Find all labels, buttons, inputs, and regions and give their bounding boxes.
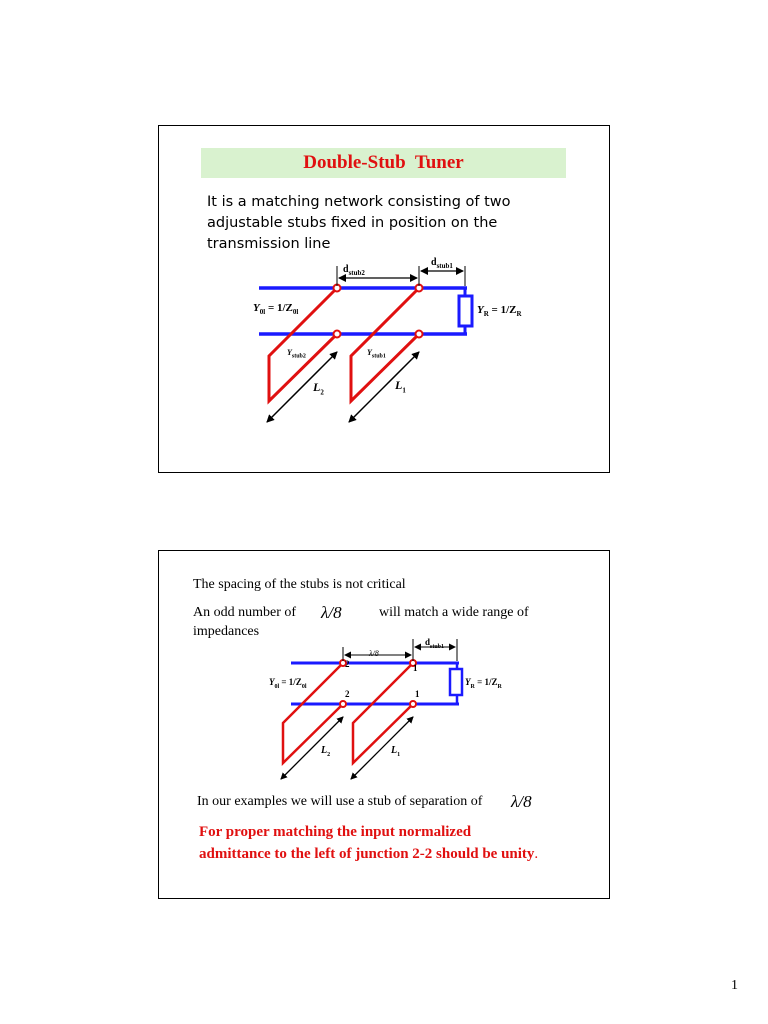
junction-1-top: 1 <box>413 663 418 673</box>
spacing-text: The spacing of the stubs is not critical <box>193 577 406 592</box>
odd-number-text: An odd number of <box>193 605 297 620</box>
junction-dot <box>416 331 423 338</box>
ystub1-label: $Y_{stub1}$ <box>367 348 386 360</box>
dstub1-label: $d_{stub1}$ <box>431 257 453 270</box>
slide-double-stub-tuner <box>158 125 610 473</box>
junction-2-top: 2 <box>345 659 350 669</box>
l1-label: $L_1$ <box>395 378 406 395</box>
yr-label: $Y_R = 1/Z_R$ <box>477 304 522 319</box>
y0-label: $Y_{0l} = 1/Z_{0l}$ <box>269 677 307 690</box>
ystub2-label: $Y_{stub2}$ <box>287 348 306 360</box>
slide-title: Double-Stub Tuner <box>201 148 566 178</box>
example-text: In our examples we will use a stub of separation of <box>197 794 483 809</box>
matching-note-line: admittance to the left of junction 2-2 should be unity. <box>199 846 539 862</box>
page-number: 1 <box>731 978 738 993</box>
junction-dot <box>410 701 416 707</box>
load-resistor <box>459 296 472 326</box>
wide-range-text: will match a wide range of <box>379 605 529 620</box>
matching-note <box>199 821 538 865</box>
junction-1-bottom: 1 <box>415 689 420 699</box>
example-lambda: λ/8 <box>511 792 532 811</box>
l1-arrow <box>349 352 419 422</box>
dstub1-label: $d_{stub1}$ <box>425 637 445 650</box>
junction-dot <box>340 701 346 707</box>
junction-2-bottom: 2 <box>345 689 350 699</box>
l1-label: $L_1$ <box>391 745 401 758</box>
lambda8-dim-label: λ/8 <box>369 649 379 658</box>
yr-label: $Y_R = 1/Z_R$ <box>465 677 502 690</box>
l2-label: $L_2$ <box>313 380 324 397</box>
intro-line: transmission line <box>207 236 331 252</box>
intro-line: adjustable stubs fixed in position on the <box>207 215 498 231</box>
load-resistor <box>450 669 462 695</box>
double-stub-diagram <box>159 126 611 474</box>
l2-label: $L_2$ <box>321 745 331 758</box>
dstub2-label: $d_{stub2}$ <box>343 264 365 277</box>
stub1 <box>351 288 419 401</box>
l2-arrow <box>267 352 337 422</box>
lambda-symbol: λ/8 <box>321 603 342 622</box>
junction-dot <box>334 331 341 338</box>
l1-arrow <box>351 717 413 779</box>
y0-label: $Y_{0l} = 1/Z_{0l}$ <box>253 302 299 317</box>
matching-note-line: For proper matching the input normalized <box>199 824 472 840</box>
stub1 <box>353 663 413 763</box>
slide-stub-spacing <box>158 550 610 899</box>
impedances-text: impedances <box>193 624 260 639</box>
intro-line: It is a matching network consisting of two <box>207 194 511 210</box>
l2-arrow <box>281 717 343 779</box>
